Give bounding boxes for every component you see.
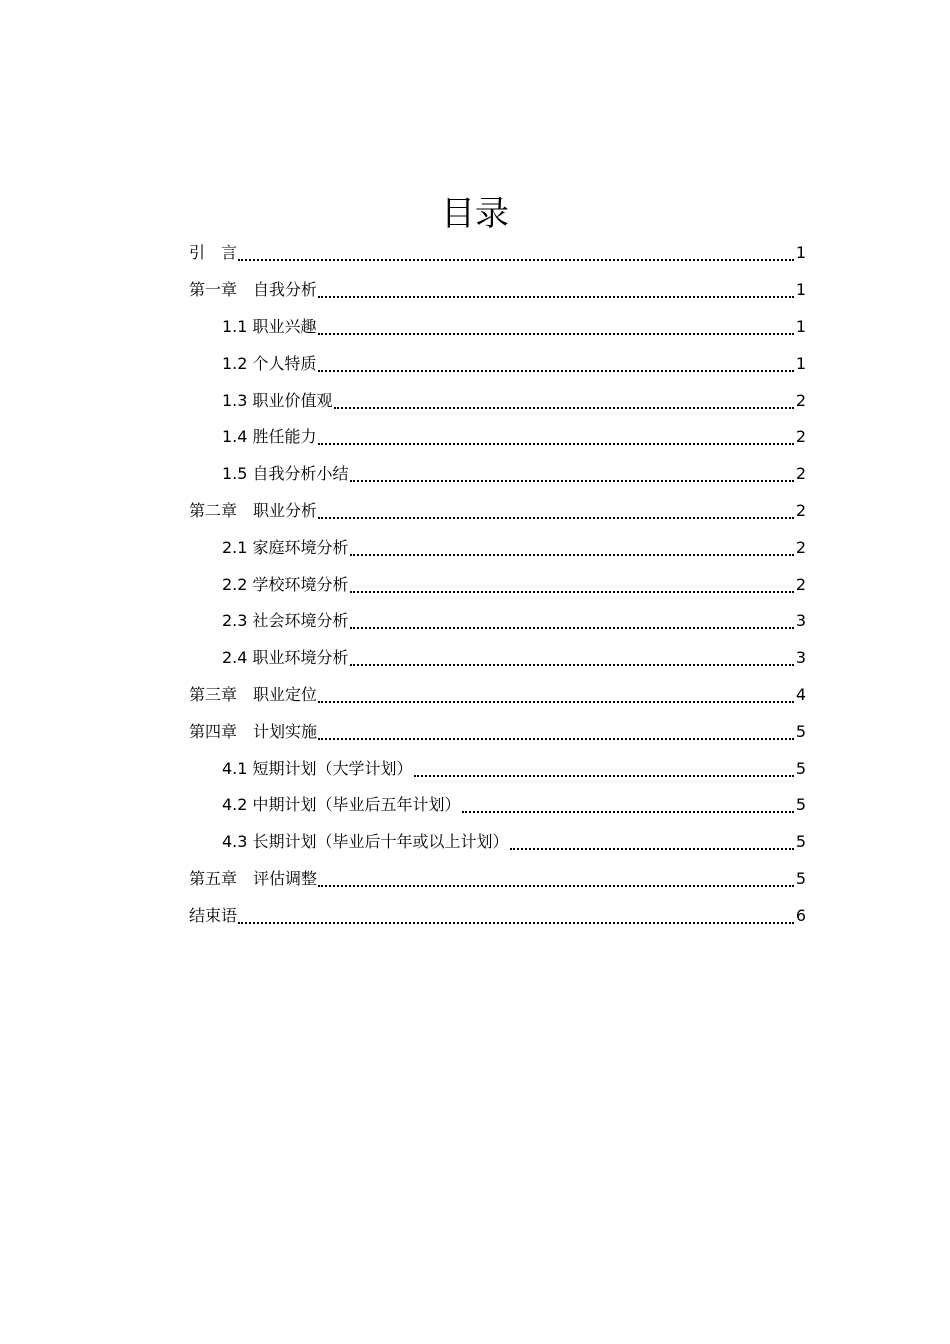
toc-dot-leader bbox=[350, 534, 794, 556]
toc-dot-leader bbox=[318, 276, 794, 298]
toc-list bbox=[189, 235, 806, 934]
toc-entry[interactable] bbox=[189, 309, 806, 346]
toc-entry[interactable] bbox=[189, 824, 806, 861]
toc-entry-page-number: 2 bbox=[795, 464, 806, 484]
toc-entry-page-number: 2 bbox=[795, 574, 806, 594]
toc-dot-leader bbox=[510, 828, 794, 850]
toc-entry[interactable] bbox=[189, 713, 806, 750]
toc-entry-label: 1.1 职业兴趣 bbox=[222, 316, 317, 336]
toc-dot-leader bbox=[238, 239, 794, 261]
toc-entry-page-number: 6 bbox=[795, 905, 806, 925]
toc-entry-label: 第二章 职业分析 bbox=[189, 500, 318, 520]
toc-entry-page-number: 1 bbox=[795, 353, 806, 373]
toc-title: 目录 bbox=[441, 194, 509, 234]
toc-dot-leader bbox=[414, 755, 794, 777]
toc-entry[interactable] bbox=[189, 456, 806, 493]
toc-entry-page-number: 1 bbox=[795, 316, 806, 336]
toc-entry-label: 2.2 学校环境分析 bbox=[222, 574, 349, 594]
toc-entry-label: 结束语 bbox=[189, 905, 238, 925]
toc-entry[interactable] bbox=[189, 861, 806, 898]
toc-entry[interactable] bbox=[189, 235, 806, 272]
toc-entry-page-number: 2 bbox=[795, 537, 806, 557]
toc-entry-page-number: 5 bbox=[795, 832, 806, 852]
toc-entry-label: 1.5 自我分析小结 bbox=[222, 464, 349, 484]
toc-entry-page-number: 5 bbox=[795, 795, 806, 815]
toc-entry-label: 第一章 自我分析 bbox=[189, 280, 318, 300]
toc-entry-page-number: 5 bbox=[795, 721, 806, 741]
toc-dot-leader bbox=[318, 865, 794, 887]
toc-entry-label: 4.2 中期计划（毕业后五年计划） bbox=[222, 795, 461, 815]
toc-entry[interactable] bbox=[189, 419, 806, 456]
toc-entry[interactable] bbox=[189, 677, 806, 714]
toc-entry-label: 2.1 家庭环境分析 bbox=[222, 537, 349, 557]
toc-entry-label: 1.2 个人特质 bbox=[222, 353, 317, 373]
toc-entry-page-number: 5 bbox=[795, 758, 806, 778]
toc-dot-leader bbox=[318, 313, 794, 335]
toc-entry[interactable] bbox=[189, 750, 806, 787]
toc-entry[interactable] bbox=[189, 603, 806, 640]
toc-entry[interactable] bbox=[189, 272, 806, 309]
toc-entry-page-number: 3 bbox=[795, 648, 806, 668]
toc-entry-page-number: 2 bbox=[795, 427, 806, 447]
toc-entry[interactable] bbox=[189, 529, 806, 566]
toc-entry-page-number: 2 bbox=[795, 500, 806, 520]
toc-dot-leader bbox=[318, 423, 794, 445]
toc-dot-leader bbox=[318, 497, 794, 519]
toc-entry-page-number: 3 bbox=[795, 611, 806, 631]
toc-entry-label: 第五章 评估调整 bbox=[189, 868, 318, 888]
toc-entry-label: 2.3 社会环境分析 bbox=[222, 611, 349, 631]
toc-dot-leader bbox=[318, 681, 794, 703]
toc-entry[interactable] bbox=[189, 897, 806, 934]
toc-entry-label: 1.3 职业价值观 bbox=[222, 390, 333, 410]
toc-entry[interactable] bbox=[189, 382, 806, 419]
toc-dot-leader bbox=[350, 571, 794, 593]
toc-entry-label: 4.1 短期计划（大学计划） bbox=[222, 758, 413, 778]
toc-entry-label: 引 言 bbox=[189, 243, 238, 263]
toc-entry[interactable] bbox=[189, 566, 806, 603]
toc-entry-page-number: 1 bbox=[795, 280, 806, 300]
toc-entry-page-number: 2 bbox=[795, 390, 806, 410]
toc-dot-leader bbox=[318, 718, 794, 740]
toc-entry[interactable] bbox=[189, 640, 806, 677]
toc-entry[interactable] bbox=[189, 345, 806, 382]
toc-entry-page-number: 4 bbox=[795, 684, 806, 704]
toc-entry[interactable] bbox=[189, 787, 806, 824]
toc-entry[interactable] bbox=[189, 493, 806, 530]
toc-dot-leader bbox=[350, 607, 794, 629]
toc-dot-leader bbox=[350, 460, 794, 482]
toc-dot-leader bbox=[350, 644, 794, 666]
toc-dot-leader bbox=[334, 387, 794, 409]
toc-entry-label: 1.4 胜任能力 bbox=[222, 427, 317, 447]
toc-entry-label: 4.3 长期计划（毕业后十年或以上计划） bbox=[222, 832, 509, 852]
toc-dot-leader bbox=[238, 902, 794, 924]
toc-dot-leader bbox=[318, 350, 794, 372]
toc-dot-leader bbox=[462, 791, 794, 813]
toc-entry-page-number: 1 bbox=[795, 243, 806, 263]
toc-entry-label: 第三章 职业定位 bbox=[189, 684, 318, 704]
toc-entry-label: 2.4 职业环境分析 bbox=[222, 648, 349, 668]
toc-entry-page-number: 5 bbox=[795, 868, 806, 888]
toc-entry-label: 第四章 计划实施 bbox=[189, 721, 318, 741]
